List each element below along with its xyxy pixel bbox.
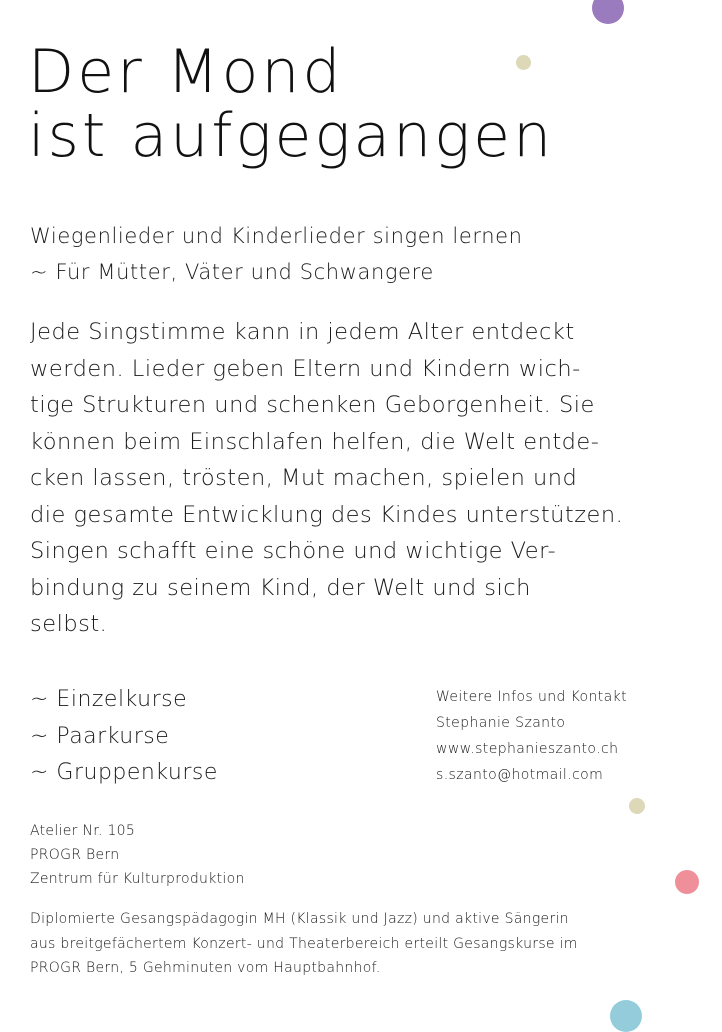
paragraph-line: Jede Singstimme kann in jedem Alter entdeckt [30, 319, 575, 345]
course-item-einzelkurse: ~ Einzelkurse [30, 687, 188, 712]
title-line-2: ist aufgegangen [28, 101, 555, 171]
paragraph-line: Singen schafft eine schöne und wichtige Ver- [30, 538, 557, 564]
decorative-dot-blue [610, 1000, 642, 1032]
contact-email-link[interactable]: s.szanto@hotmail.com [436, 767, 604, 783]
paragraph-line: können beim Einschlafen helfen, die Welt entde- [30, 428, 600, 455]
paragraph-line: selbst. [30, 611, 108, 637]
subtitle-line-1: Wiegenlieder und Kinderlieder singen lernen [30, 224, 523, 248]
footer-line: PROGR Bern, 5 Gehminuten vom Hauptbahnhof. [30, 960, 381, 976]
address-line-3: Zentrum für Kulturproduktion [30, 871, 245, 887]
subtitle-line-2: ~ Für Mütter, Väter und Schwangere [30, 260, 434, 284]
course-item-paarkurse: ~ Paarkurse [30, 723, 170, 749]
footer-line: aus breitgefächertem Konzert- und Theaterbereich erteilt Gesangskurse im [30, 935, 578, 952]
contact-heading: Weitere Infos und Kontakt [436, 689, 628, 705]
paragraph-line: bindung zu seinem Kind, der Welt und sich [30, 574, 531, 601]
contact-name: Stephanie Szanto [436, 715, 566, 731]
intro-paragraph [30, 314, 650, 643]
decorative-dot-pink [675, 870, 699, 894]
address-line-2: PROGR Bern [30, 847, 120, 863]
decorative-dot-beige-middle [629, 798, 645, 814]
address-line-1: Atelier Nr. 105 [30, 823, 136, 839]
contact-website-link[interactable]: www.stephanieszanto.ch [436, 741, 619, 757]
paragraph-line: die gesamte Entwicklung des Kindes unterstützen. [30, 501, 624, 528]
course-item-gruppenkurse: ~ Gruppenkurse [30, 760, 218, 785]
paragraph-line: tige Strukturen und schenken Geborgenheit. Sie [30, 392, 595, 418]
contact-block [436, 684, 627, 788]
footer-line: Diplomierte Gesangspädagogin MH (Klassik und Jazz) und aktive Sängerin [30, 911, 569, 927]
course-list [30, 682, 218, 792]
paragraph-line: werden. Lieder geben Eltern und Kindern wich- [30, 355, 581, 382]
page-title [28, 37, 555, 171]
decorative-dot-purple [592, 0, 624, 24]
footer-bio [30, 907, 630, 981]
paragraph-line: cken lassen, trösten, Mut machen, spielen und [30, 465, 578, 491]
address-block [30, 819, 245, 891]
title-line-1: Der Mond [28, 37, 344, 107]
subtitle [30, 218, 523, 290]
